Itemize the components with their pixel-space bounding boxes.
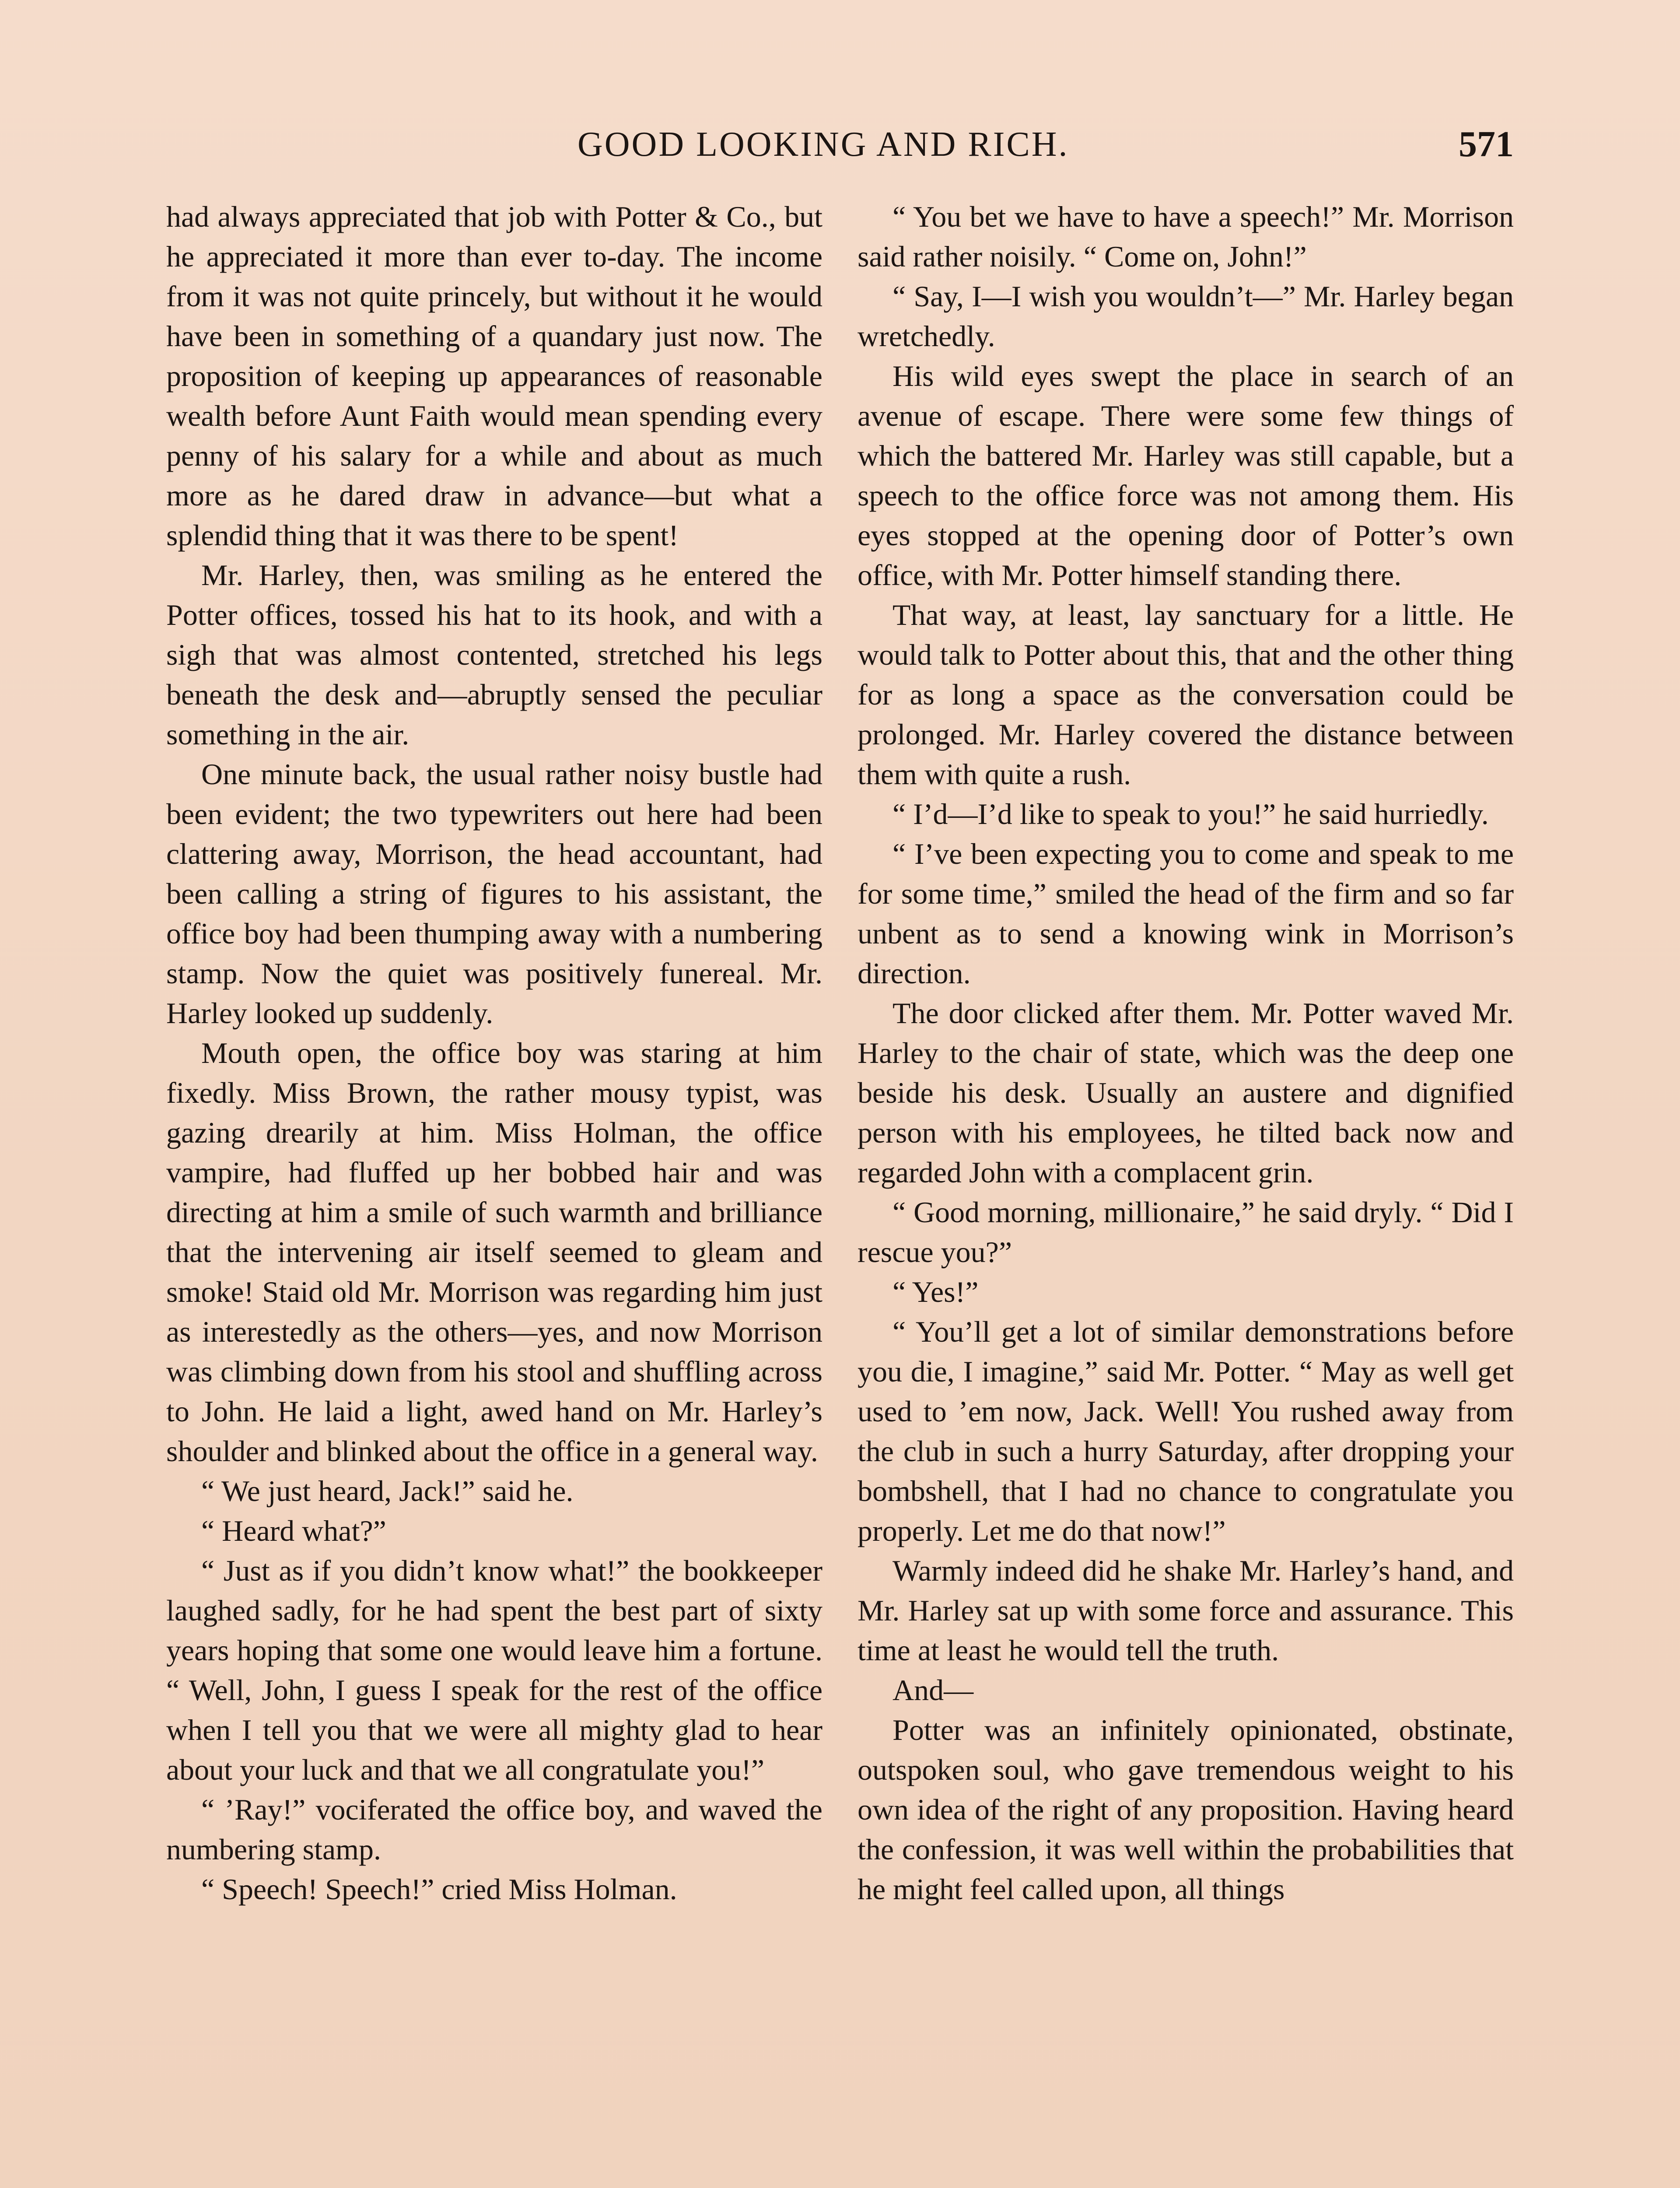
paragraph: “ I’d—I’d like to speak to you!” he said hurriedly. [892,797,1489,831]
paragraph: “ ’Ray!” vociferated the office boy, and waved the numbering stamp. [166,1793,822,1866]
left-column [166,197,822,1909]
paragraph: And— [892,1673,974,1707]
paragraph: “ Just as if you didn’t know what!” the bookkeeper laughed sadly, for he had spent the best part of sixty years hoping that some one would leave him a fortune. “ Well, John, I guess I speak for the rest of the office when I tell you that we were all mighty glad to hear about your luck and that we all congratulate you!” [166,1554,822,1786]
paragraph: “ We just heard, Jack!” said he. [201,1474,574,1508]
page-number: 571 [1459,124,1514,165]
paragraph: Mr. Harley, then, was smiling as he entered the Potter offices, tossed his hat to its hook, and with a sigh that was almost contented, stretched his legs beneath the desk and—abruptly sensed the peculiar something in the air. [166,558,822,751]
paragraph: Mouth open, the office boy was staring at him fixedly. Miss Brown, the rather mousy typist, was gazing drearily at him. Miss Holman, the office vampire, had fluffed up her bobbed hair and was directing at him a smile of such warmth and brilliance that the intervening air itself seemed to gleam and smoke! Staid old Mr. Morrison was regarding him just as interestedly as the others—yes, and now Morrison was climbing down from his stool and shuffling across to John. He laid a light, awed hand on Mr. Harley’s shoulder and blinked about the office in a general way. [166,1036,822,1468]
paragraph: had always appreciated that job with Potter & Co., but he appreciated it more than ever to-day. The income from it was not quite princely, but without it he would have been in something of a quandary just now. The proposition of keeping up appearances of reasonable wealth before Aunt Faith would mean spending every penny of his salary for a while and about as much more as he dared draw in advance—but what a splendid thing that it was there to be spent! [166,200,822,552]
paragraph: Potter was an infinitely opinionated, obstinate, outspoken soul, who gave tremendous weight to his own idea of the right of any proposition. Having heard the confession, it was well within the probabilities that he might feel called upon, all things [858,1713,1514,1906]
paragraph: “ I’ve been expecting you to come and speak to me for some time,” smiled the head of the firm and so far unbent as to send a knowing wink in Morrison’s direction. [858,837,1514,990]
paragraph: “ Good morning, millionaire,” he said dryly. “ Did I rescue you?” [858,1196,1514,1269]
paragraph: That way, at least, lay sanctuary for a little. He would talk to Potter about this, that and the other thing for as long a space as the conversation could be prolonged. Mr. Harley covered the distance between them with quite a rush. [858,598,1514,791]
running-head [166,118,1514,171]
paragraph: “ You bet we have to have a speech!” Mr. Morrison said rather noisily. “ Come on, John!” [858,200,1514,273]
paragraph: His wild eyes swept the place in search of an avenue of escape. There were some few things of which the battered Mr. Harley was still capable, but a speech to the office force was not among them. His eyes stopped at the opening door of Potter’s own office, with Mr. Potter himself standing there. [858,359,1514,592]
right-column [858,197,1514,1909]
paragraph: The door clicked after them. Mr. Potter waved Mr. Harley to the chair of state, which was the deep one beside his desk. Usually an austere and dignified person with his employees, he tilted back now and regarded John with a complacent grin. [858,996,1514,1189]
paragraph: “ Speech! Speech!” cried Miss Holman. [201,1872,677,1906]
paragraph: “ Heard what?” [201,1514,386,1547]
paragraph: Warmly indeed did he shake Mr. Harley’s hand, and Mr. Harley sat up with some force and assurance. This time at least he would tell the truth. [858,1554,1514,1667]
paragraph: “ Yes!” [892,1275,979,1308]
paragraph: One minute back, the usual rather noisy bustle had been evident; the two typewriters out here had been clattering away, Morrison, the head accountant, had been calling a string of figures to his assistant, the office boy had been thumping away with a numbering stamp. Now the quiet was positively funereal. Mr. Harley looked up suddenly. [166,757,822,1030]
running-title: GOOD LOOKING AND RICH. [578,125,1069,164]
paragraph: “ Say, I—I wish you wouldn’t—” Mr. Harley began wretchedly. [858,280,1514,353]
paragraph: “ You’ll get a lot of similar demonstrations before you die, I imagine,” said Mr. Potter. “ May as well get used to ’em now, Jack. Well! You rushed away from the club in such a hurry Saturday, after dropping your bombshell, that I had no chance to congratulate you properly. Let me do that now!” [858,1315,1514,1547]
